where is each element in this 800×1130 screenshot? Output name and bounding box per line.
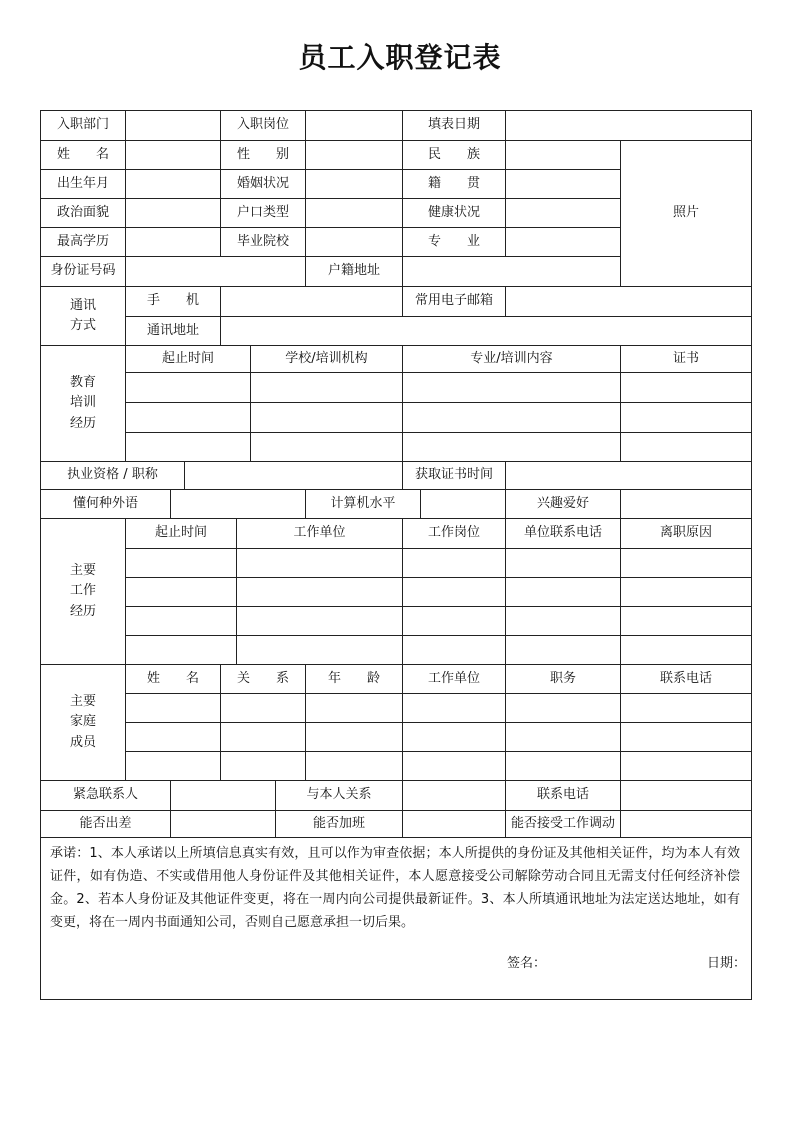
label-accept-transfer: 能否接受工作调动 xyxy=(505,810,621,838)
table-cell[interactable] xyxy=(505,635,621,665)
field-computer-level[interactable] xyxy=(420,489,506,519)
label-contact-phone: 联系电话 xyxy=(505,780,621,811)
table-cell[interactable] xyxy=(620,635,752,665)
table-cell[interactable] xyxy=(505,693,621,723)
table-cell[interactable] xyxy=(620,722,752,752)
label-id-number: 身份证号码 xyxy=(40,256,126,287)
field-major[interactable] xyxy=(505,227,621,257)
table-cell[interactable] xyxy=(402,606,506,636)
field-relation-to-self[interactable] xyxy=(402,780,506,811)
label-marital-status: 婚姻状况 xyxy=(220,169,306,199)
field-fill-date[interactable] xyxy=(505,110,752,141)
field-cert-time[interactable] xyxy=(505,461,752,490)
section-education: 教育 培训 经历 xyxy=(40,345,126,462)
table-cell[interactable] xyxy=(250,402,403,433)
table-cell[interactable] xyxy=(305,693,403,723)
field-overtime[interactable] xyxy=(402,810,506,838)
table-cell[interactable] xyxy=(620,402,752,433)
field-contact-address[interactable] xyxy=(220,316,752,346)
label-emergency-contact: 紧急联系人 xyxy=(40,780,171,811)
table-cell[interactable] xyxy=(236,548,403,578)
table-cell[interactable] xyxy=(402,372,621,403)
label-business-trip: 能否出差 xyxy=(40,810,171,838)
col-family-age: 年 龄 xyxy=(305,664,403,694)
field-native-place[interactable] xyxy=(505,169,621,199)
label-overtime: 能否加班 xyxy=(275,810,403,838)
section-work: 主要 工作 经历 xyxy=(40,518,126,665)
table-cell[interactable] xyxy=(250,372,403,403)
label-hukou-address: 户籍地址 xyxy=(305,256,403,287)
col-family-company: 工作单位 xyxy=(402,664,506,694)
table-cell[interactable] xyxy=(125,577,237,607)
table-cell[interactable] xyxy=(620,751,752,781)
field-name[interactable] xyxy=(125,140,221,170)
table-cell[interactable] xyxy=(220,693,306,723)
table-cell[interactable] xyxy=(505,751,621,781)
table-cell[interactable] xyxy=(125,722,221,752)
field-entry-dept[interactable] xyxy=(125,110,221,141)
label-entry-dept: 入职部门 xyxy=(40,110,126,141)
table-cell[interactable] xyxy=(402,635,506,665)
table-cell[interactable] xyxy=(305,751,403,781)
table-cell[interactable] xyxy=(402,751,506,781)
table-cell[interactable] xyxy=(125,693,221,723)
field-hobbies[interactable] xyxy=(620,489,752,519)
label-political-status: 政治面貌 xyxy=(40,198,126,228)
table-cell[interactable] xyxy=(620,548,752,578)
section-family: 主要 家庭 成员 xyxy=(40,664,126,781)
label-gender: 性 别 xyxy=(220,140,306,170)
table-cell[interactable] xyxy=(236,577,403,607)
field-hukou-type[interactable] xyxy=(305,198,403,228)
table-cell[interactable] xyxy=(125,432,251,462)
registration-form xyxy=(41,111,753,1001)
pledge-box xyxy=(40,837,752,1000)
label-email: 常用电子邮箱 xyxy=(402,286,506,317)
date-label: 日期： xyxy=(707,956,747,971)
table-cell[interactable] xyxy=(305,722,403,752)
col-work-post: 工作岗位 xyxy=(402,518,506,549)
label-mobile: 手 机 xyxy=(125,286,221,317)
field-health-status[interactable] xyxy=(505,198,621,228)
table-cell[interactable] xyxy=(125,751,221,781)
field-id-number[interactable] xyxy=(125,256,306,287)
field-languages[interactable] xyxy=(170,489,306,519)
field-email[interactable] xyxy=(505,286,752,317)
col-family-relation: 关 系 xyxy=(220,664,306,694)
section-contact: 通讯 方式 xyxy=(40,286,126,346)
field-entry-post[interactable] xyxy=(305,110,403,141)
col-edu-school: 学校/培训机构 xyxy=(250,345,403,373)
col-family-position: 职务 xyxy=(505,664,621,694)
table-cell[interactable] xyxy=(250,432,403,462)
col-edu-period: 起止时间 xyxy=(125,345,251,373)
signature-label: 签名： xyxy=(507,956,547,971)
field-mobile[interactable] xyxy=(220,286,403,317)
col-family-name: 姓 名 xyxy=(125,664,221,694)
field-accept-transfer[interactable] xyxy=(620,810,752,838)
table-cell[interactable] xyxy=(505,606,621,636)
field-hukou-address[interactable] xyxy=(402,256,621,287)
table-cell[interactable] xyxy=(220,751,306,781)
label-languages: 懂何种外语 xyxy=(40,489,171,519)
field-qualification[interactable] xyxy=(184,461,403,490)
table-cell[interactable] xyxy=(402,548,506,578)
label-fill-date: 填表日期 xyxy=(402,110,506,141)
table-cell[interactable] xyxy=(125,548,237,578)
field-business-trip[interactable] xyxy=(170,810,276,838)
table-cell[interactable] xyxy=(402,432,621,462)
label-ethnicity: 民 族 xyxy=(402,140,506,170)
col-work-company: 工作单位 xyxy=(236,518,403,549)
table-cell[interactable] xyxy=(620,693,752,723)
page-title: 员工入职登记表 xyxy=(298,41,502,74)
label-computer-level: 计算机水平 xyxy=(305,489,421,519)
label-hobbies: 兴趣爱好 xyxy=(505,489,621,519)
label-highest-education: 最高学历 xyxy=(40,227,126,257)
table-cell[interactable] xyxy=(402,402,621,433)
label-entry-post: 入职岗位 xyxy=(220,110,306,141)
table-cell[interactable] xyxy=(236,606,403,636)
table-cell[interactable] xyxy=(125,606,237,636)
label-major: 专 业 xyxy=(402,227,506,257)
field-gender[interactable] xyxy=(305,140,403,170)
col-edu-cert: 证书 xyxy=(620,345,752,373)
table-cell[interactable] xyxy=(620,577,752,607)
pledge-text: 承诺：1、本人承诺以上所填信息真实有效，且可以作为审查依据；本人所提供的身份证及其他相关证件，均为本人有效证件，如有伪造、不实或借用他人身份证件及其他相关证件，本人愿意接受公司解除劳动合同且无需支付任何经济补偿金。2、若本人身份证及其他证件变更，将在一周内向公司提供最新证件。3、本人所填通讯地址为法定送达地址，如有变更，将在一周内书面通知公司，否则自己愿意承担一切后果。 xyxy=(50,846,740,930)
label-native-place: 籍 贯 xyxy=(402,169,506,199)
table-cell[interactable] xyxy=(402,693,506,723)
field-highest-education[interactable] xyxy=(125,227,221,257)
field-birth-date[interactable] xyxy=(125,169,221,199)
label-birth-date: 出生年月 xyxy=(40,169,126,199)
table-cell[interactable] xyxy=(220,722,306,752)
field-political-status[interactable] xyxy=(125,198,221,228)
table-cell[interactable] xyxy=(125,402,251,433)
field-graduate-school[interactable] xyxy=(305,227,403,257)
table-cell[interactable] xyxy=(505,722,621,752)
label-contact-address: 通讯地址 xyxy=(125,316,221,346)
table-cell[interactable] xyxy=(505,577,621,607)
field-marital-status[interactable] xyxy=(305,169,403,199)
col-work-phone: 单位联系电话 xyxy=(505,518,621,549)
table-cell[interactable] xyxy=(125,372,251,403)
label-graduate-school: 毕业院校 xyxy=(220,227,306,257)
label-health-status: 健康状况 xyxy=(402,198,506,228)
table-cell[interactable] xyxy=(505,548,621,578)
photo-box[interactable]: 照片 xyxy=(620,140,752,287)
col-edu-major: 专业/培训内容 xyxy=(402,345,621,373)
table-cell[interactable] xyxy=(620,372,752,403)
table-cell[interactable] xyxy=(236,635,403,665)
table-cell[interactable] xyxy=(620,606,752,636)
table-cell[interactable] xyxy=(402,722,506,752)
table-cell[interactable] xyxy=(125,635,237,665)
table-cell[interactable] xyxy=(620,432,752,462)
col-work-period: 起止时间 xyxy=(125,518,237,549)
label-relation-to-self: 与本人关系 xyxy=(275,780,403,811)
field-ethnicity[interactable] xyxy=(505,140,621,170)
field-contact-phone[interactable] xyxy=(620,780,752,811)
label-name: 姓 名 xyxy=(40,140,126,170)
col-work-reason: 离职原因 xyxy=(620,518,752,549)
label-qualification: 执业资格 / 职称 xyxy=(40,461,185,490)
col-family-phone: 联系电话 xyxy=(620,664,752,694)
label-cert-time: 获取证书时间 xyxy=(402,461,506,490)
label-hukou-type: 户口类型 xyxy=(220,198,306,228)
table-cell[interactable] xyxy=(402,577,506,607)
field-emergency-contact[interactable] xyxy=(170,780,276,811)
